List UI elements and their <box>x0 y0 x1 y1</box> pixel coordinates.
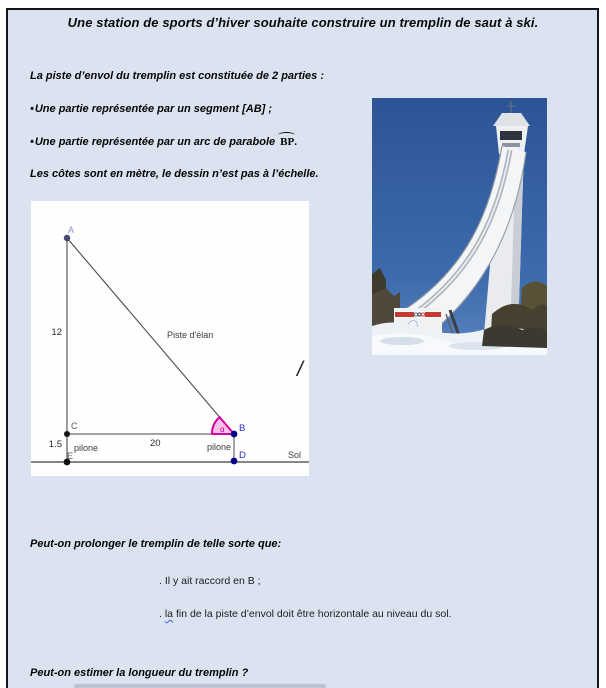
bullet-segment-ab: •Une partie représentée par un segment [AB] ; <box>30 103 273 115</box>
label-measure-12: 12 <box>51 327 62 338</box>
spellcheck-word: la <box>164 608 174 620</box>
label-measure-1-5: 1.5 <box>48 439 62 450</box>
label-point-d: D <box>239 450 246 461</box>
label-measure-20: 20 <box>150 438 161 449</box>
label-piste-delan: Piste d'élan <box>167 330 214 340</box>
point-a <box>64 235 70 241</box>
bushes-right <box>482 325 547 348</box>
arc-bp-notation: BP <box>280 136 295 148</box>
point-b <box>231 431 238 438</box>
bullet-icon: • <box>30 103 34 115</box>
intro-line: La piste d’envol du tremplin est constituée de 2 parties : <box>30 70 325 82</box>
cutoff-text-smudge <box>74 684 326 688</box>
label-point-e: E <box>67 451 74 461</box>
question-1-item-1: . Il y ait raccord en B ; <box>159 575 261 587</box>
scale-note: Les côtes sont en mètre, le dessin n’est pas à l’échelle. <box>30 168 319 180</box>
ski-jump-photo <box>372 98 547 355</box>
label-point-c: C <box>71 421 78 431</box>
snow-shadow-1 <box>380 337 424 345</box>
geometry-diagram <box>31 201 309 476</box>
question-1: Peut-on prolonger le tremplin de telle sorte que: <box>30 538 282 550</box>
diagram-svg <box>31 201 309 476</box>
slash-mark: / <box>297 358 303 381</box>
point-c <box>64 431 70 437</box>
label-angle-alpha: α <box>220 425 225 434</box>
cabin-deck <box>502 143 520 147</box>
question-2: Peut-on estimer la longueur du tremplin ? <box>30 667 249 679</box>
banner-red-right <box>425 312 441 317</box>
ski-jump-illustration <box>372 98 547 355</box>
label-sol: Sol <box>288 450 302 460</box>
label-point-a: A <box>67 225 75 235</box>
bullet-arc-parabole: •Une partie représentée par un arc de parabole BP. <box>30 136 297 148</box>
label-pylon-left: pilone <box>74 443 99 453</box>
banner-red-left <box>395 312 414 317</box>
cabin-windows <box>500 131 522 140</box>
question-1-item-2: . la fin de la piste d’envol doit être horizontale au niveau du sol. <box>159 608 452 620</box>
bullet-icon: • <box>30 136 34 148</box>
page-title: Une station de sports d’hiver souhaite construire un tremplin de saut à ski. <box>67 15 539 30</box>
label-point-b: B <box>239 423 246 434</box>
label-pylon-right: pilone <box>207 442 232 452</box>
point-d <box>231 458 238 465</box>
